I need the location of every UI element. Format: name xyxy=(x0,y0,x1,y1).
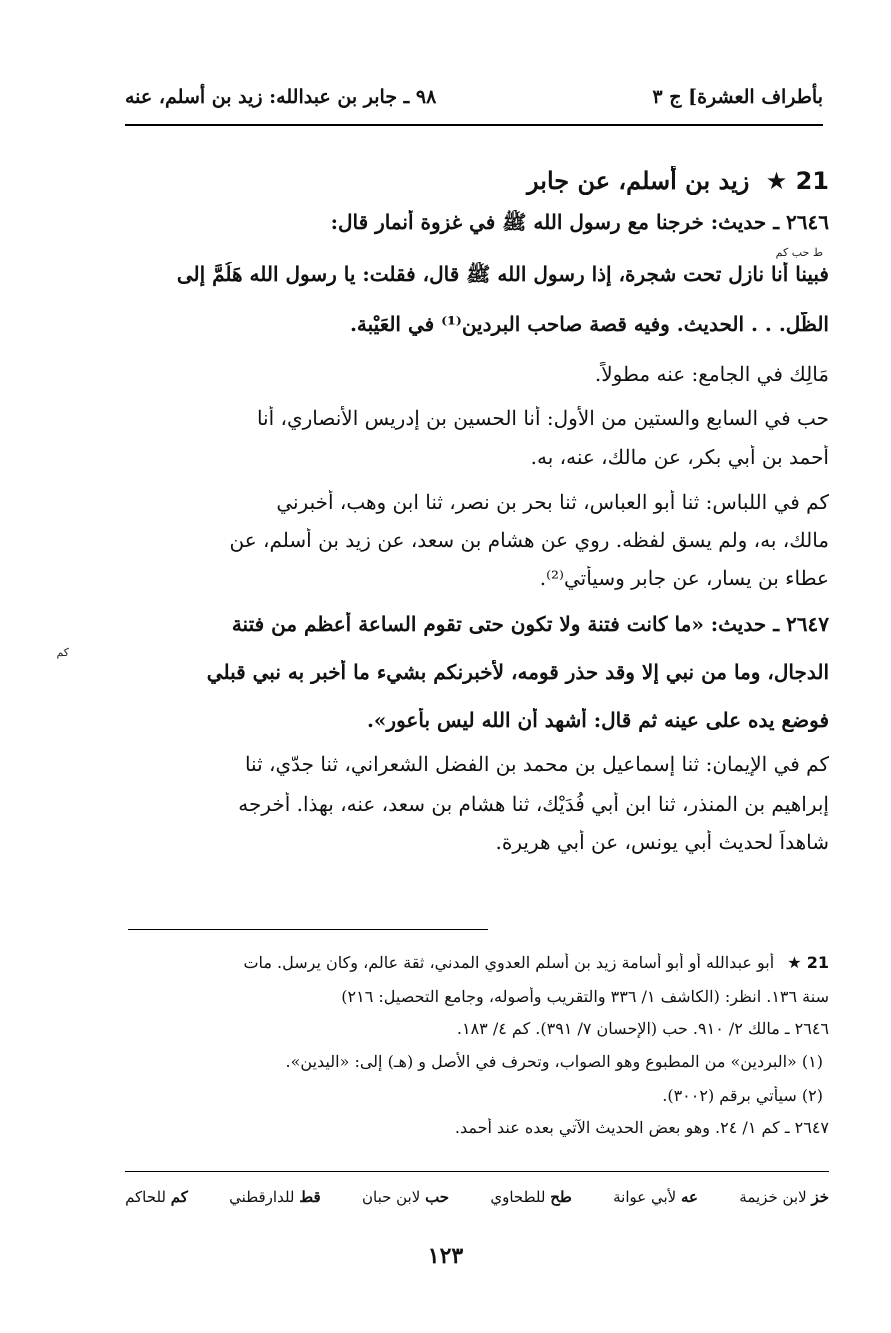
source-tag: ط حب كم xyxy=(775,246,823,259)
hadith-2647-line-2: الدجال، وما من نبي إلا وقد حذر قومه، لأخبرنكم بشيء ما أخبر به نبي قبلي xyxy=(206,660,829,684)
abbreviation-key xyxy=(125,1188,829,1206)
footnote-2646: ٢٦٤٦ ـ مالك ٢/ ٩١٠. حب (الإحسان ٧/ ٣٩١). كم ٤/ ١٨٣. xyxy=(456,1019,829,1038)
abbreviation-item: حب لابن حبان xyxy=(361,1188,450,1206)
footnote-text: أبو عبدالله أو أبو أسامة زيد بن أسلم العدوي المدني، ثقة عالم، وكان يرسل. مات xyxy=(243,953,775,972)
hadith-2646-line-2: فبينا أنا نازل تحت شجرة، إذا رسول الله ﷺ قال، فقلت: يا رسول الله هَلُمَّ إلى xyxy=(176,262,829,286)
hadith-2646-line-3: الظّل. . . الحديث. وفيه قصة صاحب البردين⁽¹⁾ في العَيْبة. xyxy=(349,312,829,336)
footnote-separator xyxy=(128,929,488,930)
abbreviation-item: خز لابن خزيمة xyxy=(739,1188,829,1206)
footnote-narrator-line-2: سنة ١٣٦. انظر: (الكاشف ١/ ٣٣٦ والتقريب وأصوله، وجامع التحصيل: ٢١٦) xyxy=(341,987,829,1006)
takhrij-malik: مَالِك في الجامع: عنه مطولاً. xyxy=(594,362,829,386)
takhrij-hakim-line-2: مالك، به، ولم يسق لفظه. روي عن هشام بن سعد، عن زيد بن أسلم، عن xyxy=(229,528,829,552)
takhrij-iman-line-3: شاهداً لحديث أبي يونس، عن أبي هريرة. xyxy=(495,830,829,854)
abbreviation-item: طح للطحاوي xyxy=(490,1188,572,1206)
footnote-2647: ٢٦٤٧ ـ كم ١/ ٢٤. وهو بعض الحديث الآتي بعده عند أحمد. xyxy=(454,1118,829,1137)
abbreviation-item: كم للحاكم xyxy=(125,1188,188,1206)
running-header xyxy=(125,76,823,118)
abbreviation-item: قط للدارقطني xyxy=(229,1188,321,1206)
footnote-2: (٢) سيأتي برقم (٣٠٠٢). xyxy=(662,1086,823,1105)
abbreviation-separator xyxy=(125,1171,829,1172)
chain-heading xyxy=(128,166,829,195)
takhrij-iman-line-1: كم في الإيمان: ثنا إسماعيل بن محمد بن الفضل الشعراني، ثنا جدّي، ثنا xyxy=(244,752,829,776)
takhrij-hibban-line-2: أحمد بن أبي بكر، عن مالك، عنه، به. xyxy=(530,445,829,469)
star-icon: ★ xyxy=(765,167,788,195)
book-title: بأطراف العشرة] ج ٣ xyxy=(652,86,823,108)
takhrij-hibban-line-1: حب في السابع والستين من الأول: أنا الحسين بن إدريس الأنصاري، أنا xyxy=(256,406,829,430)
takhrij-hakim-line-1: كم في اللباس: ثنا أبو العباس، ثنا بحر بن نصر، ثنا ابن وهب، أخبرني xyxy=(276,490,829,514)
footnote-1: (١) «البردين» من المطبوع وهو الصواب، وتحرف في الأصل و (هـ) إلى: «اليدين». xyxy=(285,1052,823,1071)
star-icon: ★ xyxy=(787,953,802,972)
page-number: ١٢٣ xyxy=(427,1243,464,1269)
hadith-2647-line-3: فوضع يده على عينه ثم قال: أشهد أن الله ليس بأعور». xyxy=(366,708,829,732)
takhrij-hakim-line-3: عطاء بن يسار، عن جابر وسيأتي⁽²⁾. xyxy=(539,566,829,590)
footnote-narrator-line-1 xyxy=(128,953,829,972)
takhrij-iman-line-2: إبراهيم بن المنذر، ثنا ابن أبي فُدَيْك، ثنا هشام بن سعد، عنه، بهذا. أخرجه xyxy=(238,792,829,816)
abbreviation-item: عه لأبي عوانة xyxy=(613,1188,699,1206)
hadith-2646-line-1: ٢٦٤٦ ـ حديث: خرجنا مع رسول الله ﷺ في غزوة أنمار قال: xyxy=(330,210,829,234)
footnote-number: 21 xyxy=(806,953,829,972)
chain-title: زيد بن أسلم، عن جابر xyxy=(527,166,750,195)
section-title: ٩٨ ـ جابر بن عبدالله: زيد بن أسلم، عنه xyxy=(125,86,437,108)
hadith-2647-line-1: ٢٦٤٧ ـ حديث: «ما كانت فتنة ولا تكون حتى تقوم الساعة أعظم من فتنة xyxy=(231,612,829,636)
header-rule xyxy=(125,124,823,126)
chain-number: 21 xyxy=(795,167,829,195)
source-tag: كم xyxy=(56,646,69,659)
